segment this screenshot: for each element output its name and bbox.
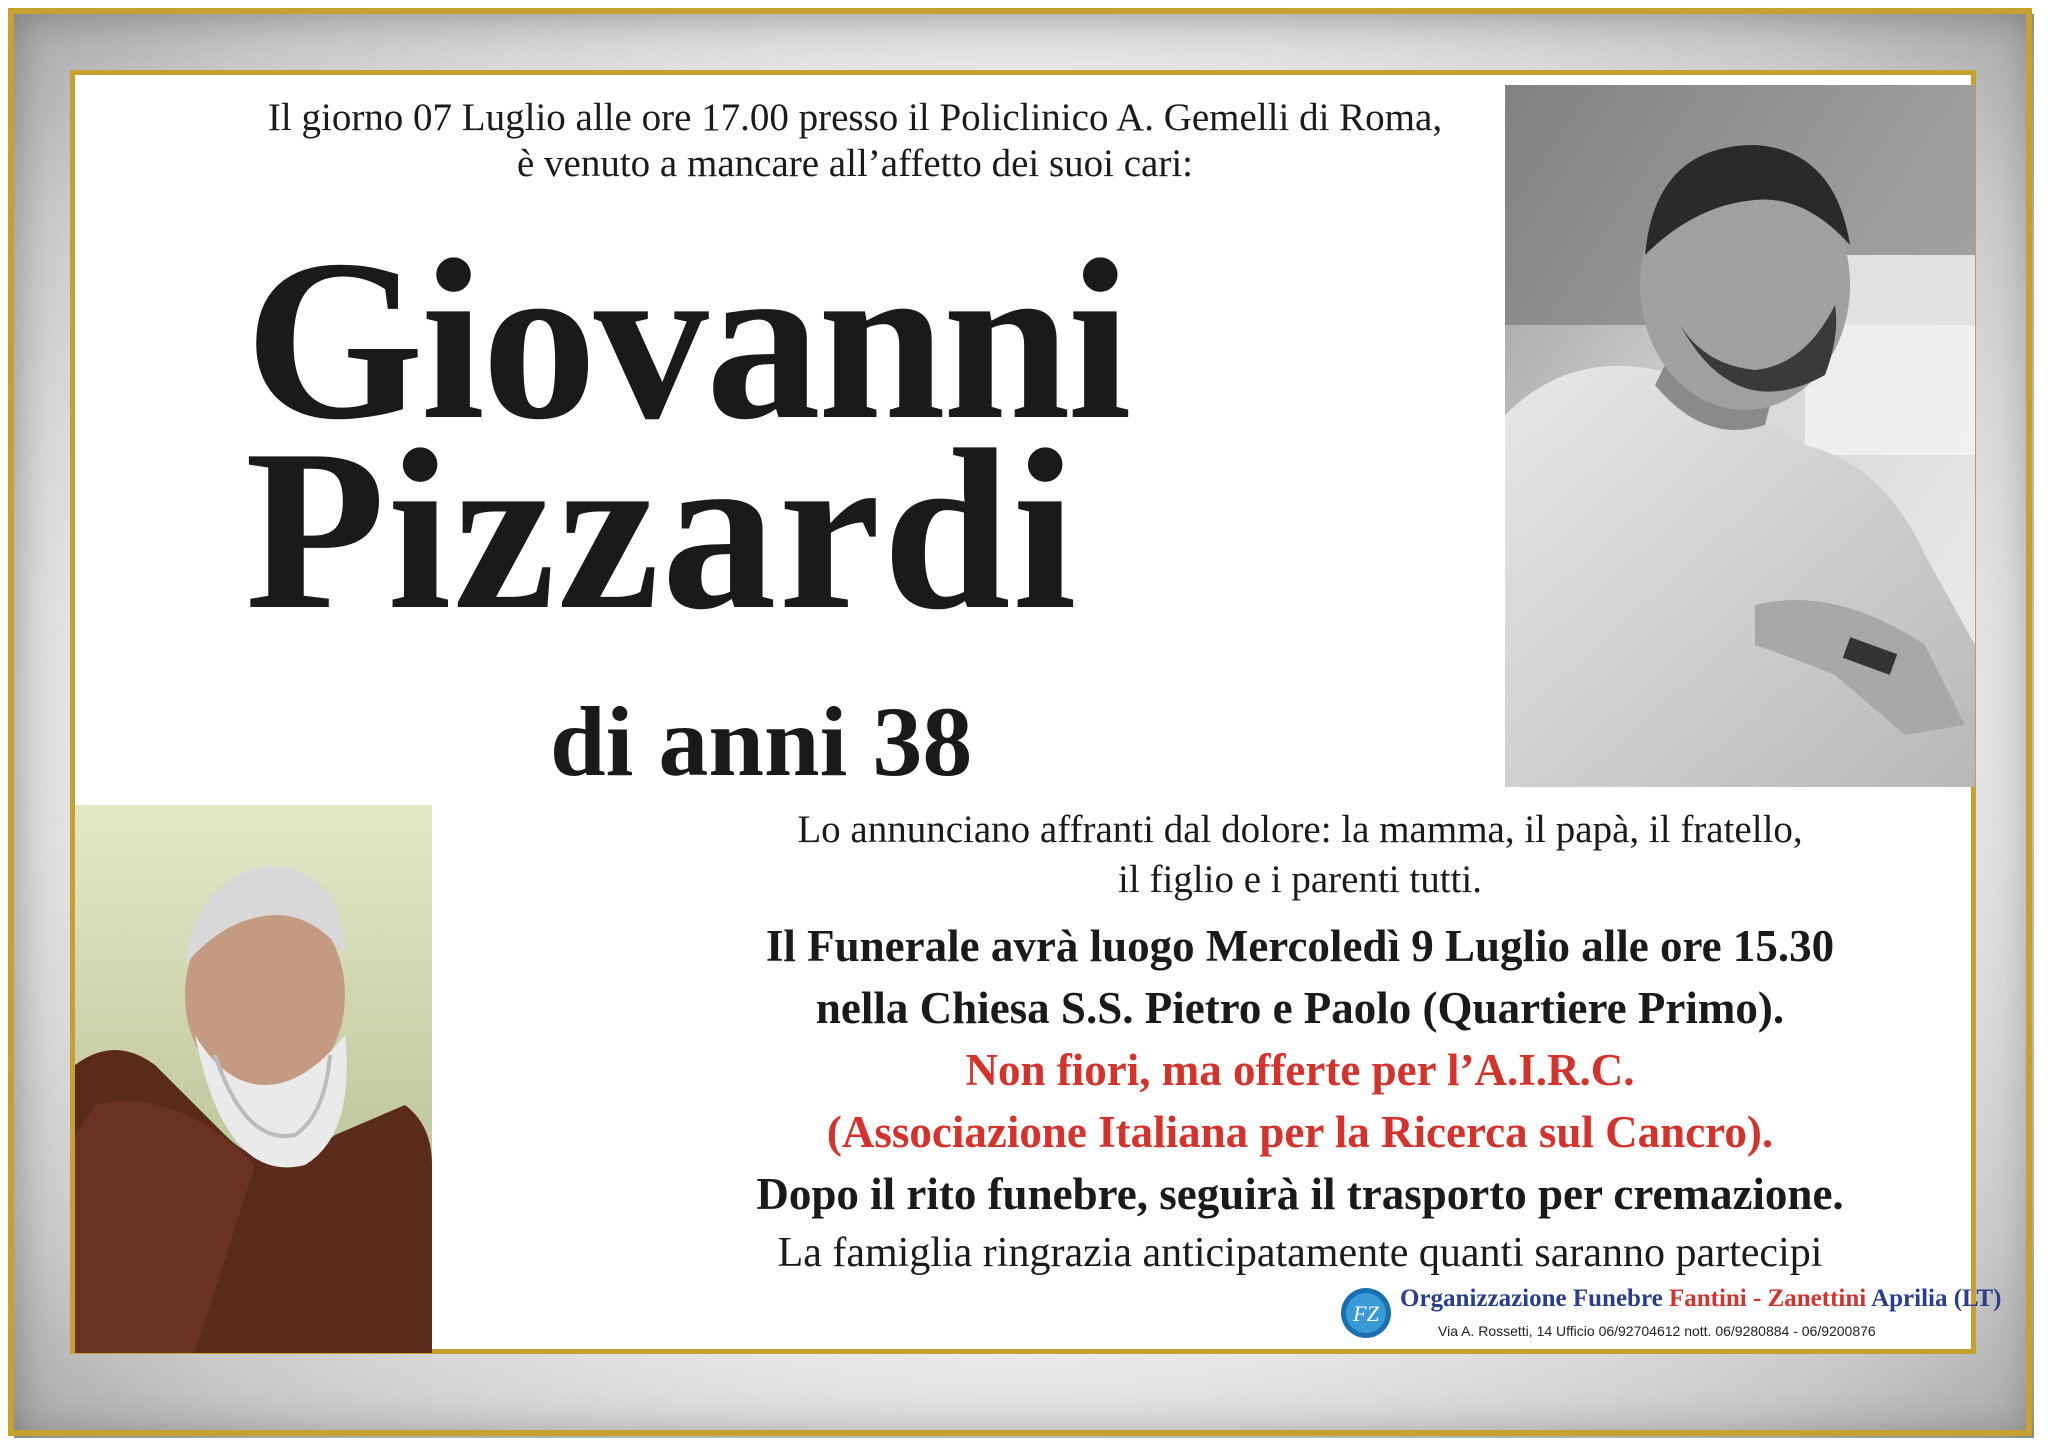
funeral-agency-footer — [1340, 1285, 2002, 1355]
announcement-line-1: Lo annunciano affranti dal dolore: la mamma, il papà, il fratello, — [797, 808, 1803, 851]
intro-text — [155, 95, 1555, 187]
cremation-notice: Dopo il rito funebre, seguirà il trasporto per cremazione. — [756, 1169, 1844, 1219]
announcement-block — [625, 805, 1975, 1281]
family-thanks: La famiglia ringrazia anticipatamente quanti saranno partecipi — [777, 1230, 1823, 1276]
intro-line-2: è venuto a mancare all’affetto dei suoi cari: — [516, 142, 1194, 185]
donation-line-2: (Associazione Italiana per la Ricerca sul Cancro). — [826, 1107, 1774, 1157]
funeral-line-1: Il Funerale avrà luogo Mercoledì 9 Luglio alle ore 15.30 — [765, 921, 1835, 971]
agency-name-part-1: Organizzazione Funebre — [1400, 1285, 1663, 1312]
deceased-last-name: Pizzardi — [245, 402, 1079, 657]
announcement-line-2: il figlio e i parenti tutti. — [1118, 858, 1482, 901]
intro-line-1: Il giorno 07 Luglio alle ore 17.00 presso il Policlinico A. Gemelli di Roma, — [267, 96, 1443, 139]
notice-panel — [70, 70, 2002, 1354]
agency-name-part-2: Fantini - Zanettini — [1668, 1285, 1867, 1312]
agency-name-part-3: Aprilia (LT) — [1871, 1285, 2002, 1312]
agency-logo-text: FZ — [1353, 1301, 1379, 1326]
agency-address: Via A. Rossetti, 14 Ufficio 06/92704612 nott. 06/9280884 - 06/9200876 — [1438, 1323, 1876, 1339]
agency-name — [1400, 1285, 2001, 1313]
agency-logo-icon — [1340, 1287, 1392, 1339]
deceased-portrait-photo — [1505, 85, 1975, 787]
deceased-age: di anni 38 — [550, 686, 973, 797]
devotional-saint-image — [75, 805, 432, 1353]
deceased-first-name: Giovanni — [245, 212, 1129, 467]
funeral-line-2: nella Chiesa S.S. Pietro e Paolo (Quartiere Primo). — [815, 983, 1785, 1033]
donation-line-1: Non fiori, ma offerte per l’A.I.R.C. — [965, 1045, 1635, 1095]
